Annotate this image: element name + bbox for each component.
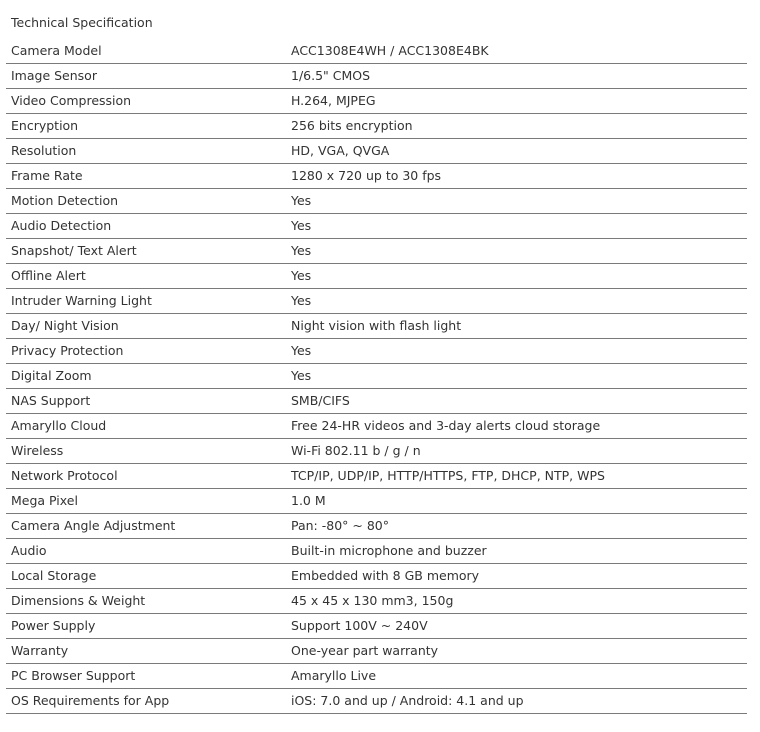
spec-label: NAS Support [11,393,91,408]
table-row [6,464,747,489]
spec-value: Yes [291,368,312,383]
spec-label: Video Compression [11,93,132,108]
table-row [6,664,747,689]
spec-value: H.264, MJPEG [291,93,376,108]
spec-value: iOS: 7.0 and up / Android: 4.1 and up [291,693,524,708]
spec-label: Frame Rate [11,168,83,183]
spec-label: Power Supply [11,618,96,633]
spec-label: Digital Zoom [11,368,92,383]
spec-label: Offline Alert [11,268,86,283]
table-row [6,214,747,239]
spec-label: Snapshot/ Text Alert [11,243,137,258]
spec-label: Privacy Protection [11,343,124,358]
table-row [6,314,747,339]
spec-label: Dimensions & Weight [11,593,146,608]
spec-value: Support 100V ~ 240V [291,618,428,633]
table-row [6,489,747,514]
spec-value: Built-in microphone and buzzer [291,543,487,558]
spec-label: Local Storage [11,568,97,583]
spec-label: Warranty [11,643,69,658]
table-row [6,564,747,589]
table-row [6,639,747,664]
spec-value: 256 bits encryption [291,118,413,133]
table-row [6,439,747,464]
spec-label: Audio [11,543,47,558]
spec-value: Yes [291,343,312,358]
spec-label: Network Protocol [11,468,118,483]
table-row [6,539,747,564]
spec-value: One-year part warranty [291,643,439,658]
table-row [6,389,747,414]
spec-value: 1280 x 720 up to 30 fps [291,168,442,183]
spec-label: Encryption [11,118,79,133]
spec-value: Embedded with 8 GB memory [291,568,480,583]
table-row [6,239,747,264]
spec-value: HD, VGA, QVGA [291,143,390,158]
table-row [6,264,747,289]
spec-value: Yes [291,293,312,308]
spec-value: SMB/CIFS [291,393,350,408]
spec-value: 1.0 M [291,493,326,508]
spec-value: Yes [291,268,312,283]
table-row [6,514,747,539]
spec-label: Audio Detection [11,218,112,233]
table-row [6,689,747,714]
table-row [6,89,747,114]
spec-label: Camera Model [11,43,102,58]
spec-value: Yes [291,193,312,208]
table-row [6,139,747,164]
spec-label: Resolution [11,143,77,158]
spec-label: Camera Angle Adjustment [11,518,176,533]
spec-label: Image Sensor [11,68,97,83]
spec-label: OS Requirements for App [11,693,170,708]
spec-label: Wireless [11,443,64,458]
spec-value: Free 24-HR videos and 3-day alerts cloud storage [291,418,601,433]
spec-value: Pan: -80° ~ 80° [291,518,389,533]
spec-label: Mega Pixel [11,493,78,508]
table-row [6,589,747,614]
page-title: Technical Specification [11,15,153,30]
spec-label: Amaryllo Cloud [11,418,107,433]
table-row [6,189,747,214]
table-row [6,114,747,139]
spec-table [6,39,747,714]
table-row [6,339,747,364]
spec-label: Day/ Night Vision [11,318,119,333]
spec-value: Amaryllo Live [291,668,377,683]
spec-value: ACC1308E4WH / ACC1308E4BK [291,43,489,58]
spec-value: TCP/IP, UDP/IP, HTTP/HTTPS, FTP, DHCP, NTP, WPS [291,468,605,483]
table-row [6,289,747,314]
spec-label: PC Browser Support [11,668,136,683]
spec-value: Yes [291,218,312,233]
table-row [6,39,747,64]
table-row [6,164,747,189]
spec-value: Yes [291,243,312,258]
spec-value: 45 x 45 x 130 mm3, 150g [291,593,454,608]
table-row [6,414,747,439]
spec-value: Night vision with flash light [291,318,462,333]
table-row [6,64,747,89]
spec-label: Motion Detection [11,193,119,208]
table-row [6,614,747,639]
table-row [6,364,747,389]
spec-label: Intruder Warning Light [11,293,152,308]
spec-value: 1/6.5" CMOS [291,68,371,83]
spec-value: Wi-Fi 802.11 b / g / n [291,443,421,458]
